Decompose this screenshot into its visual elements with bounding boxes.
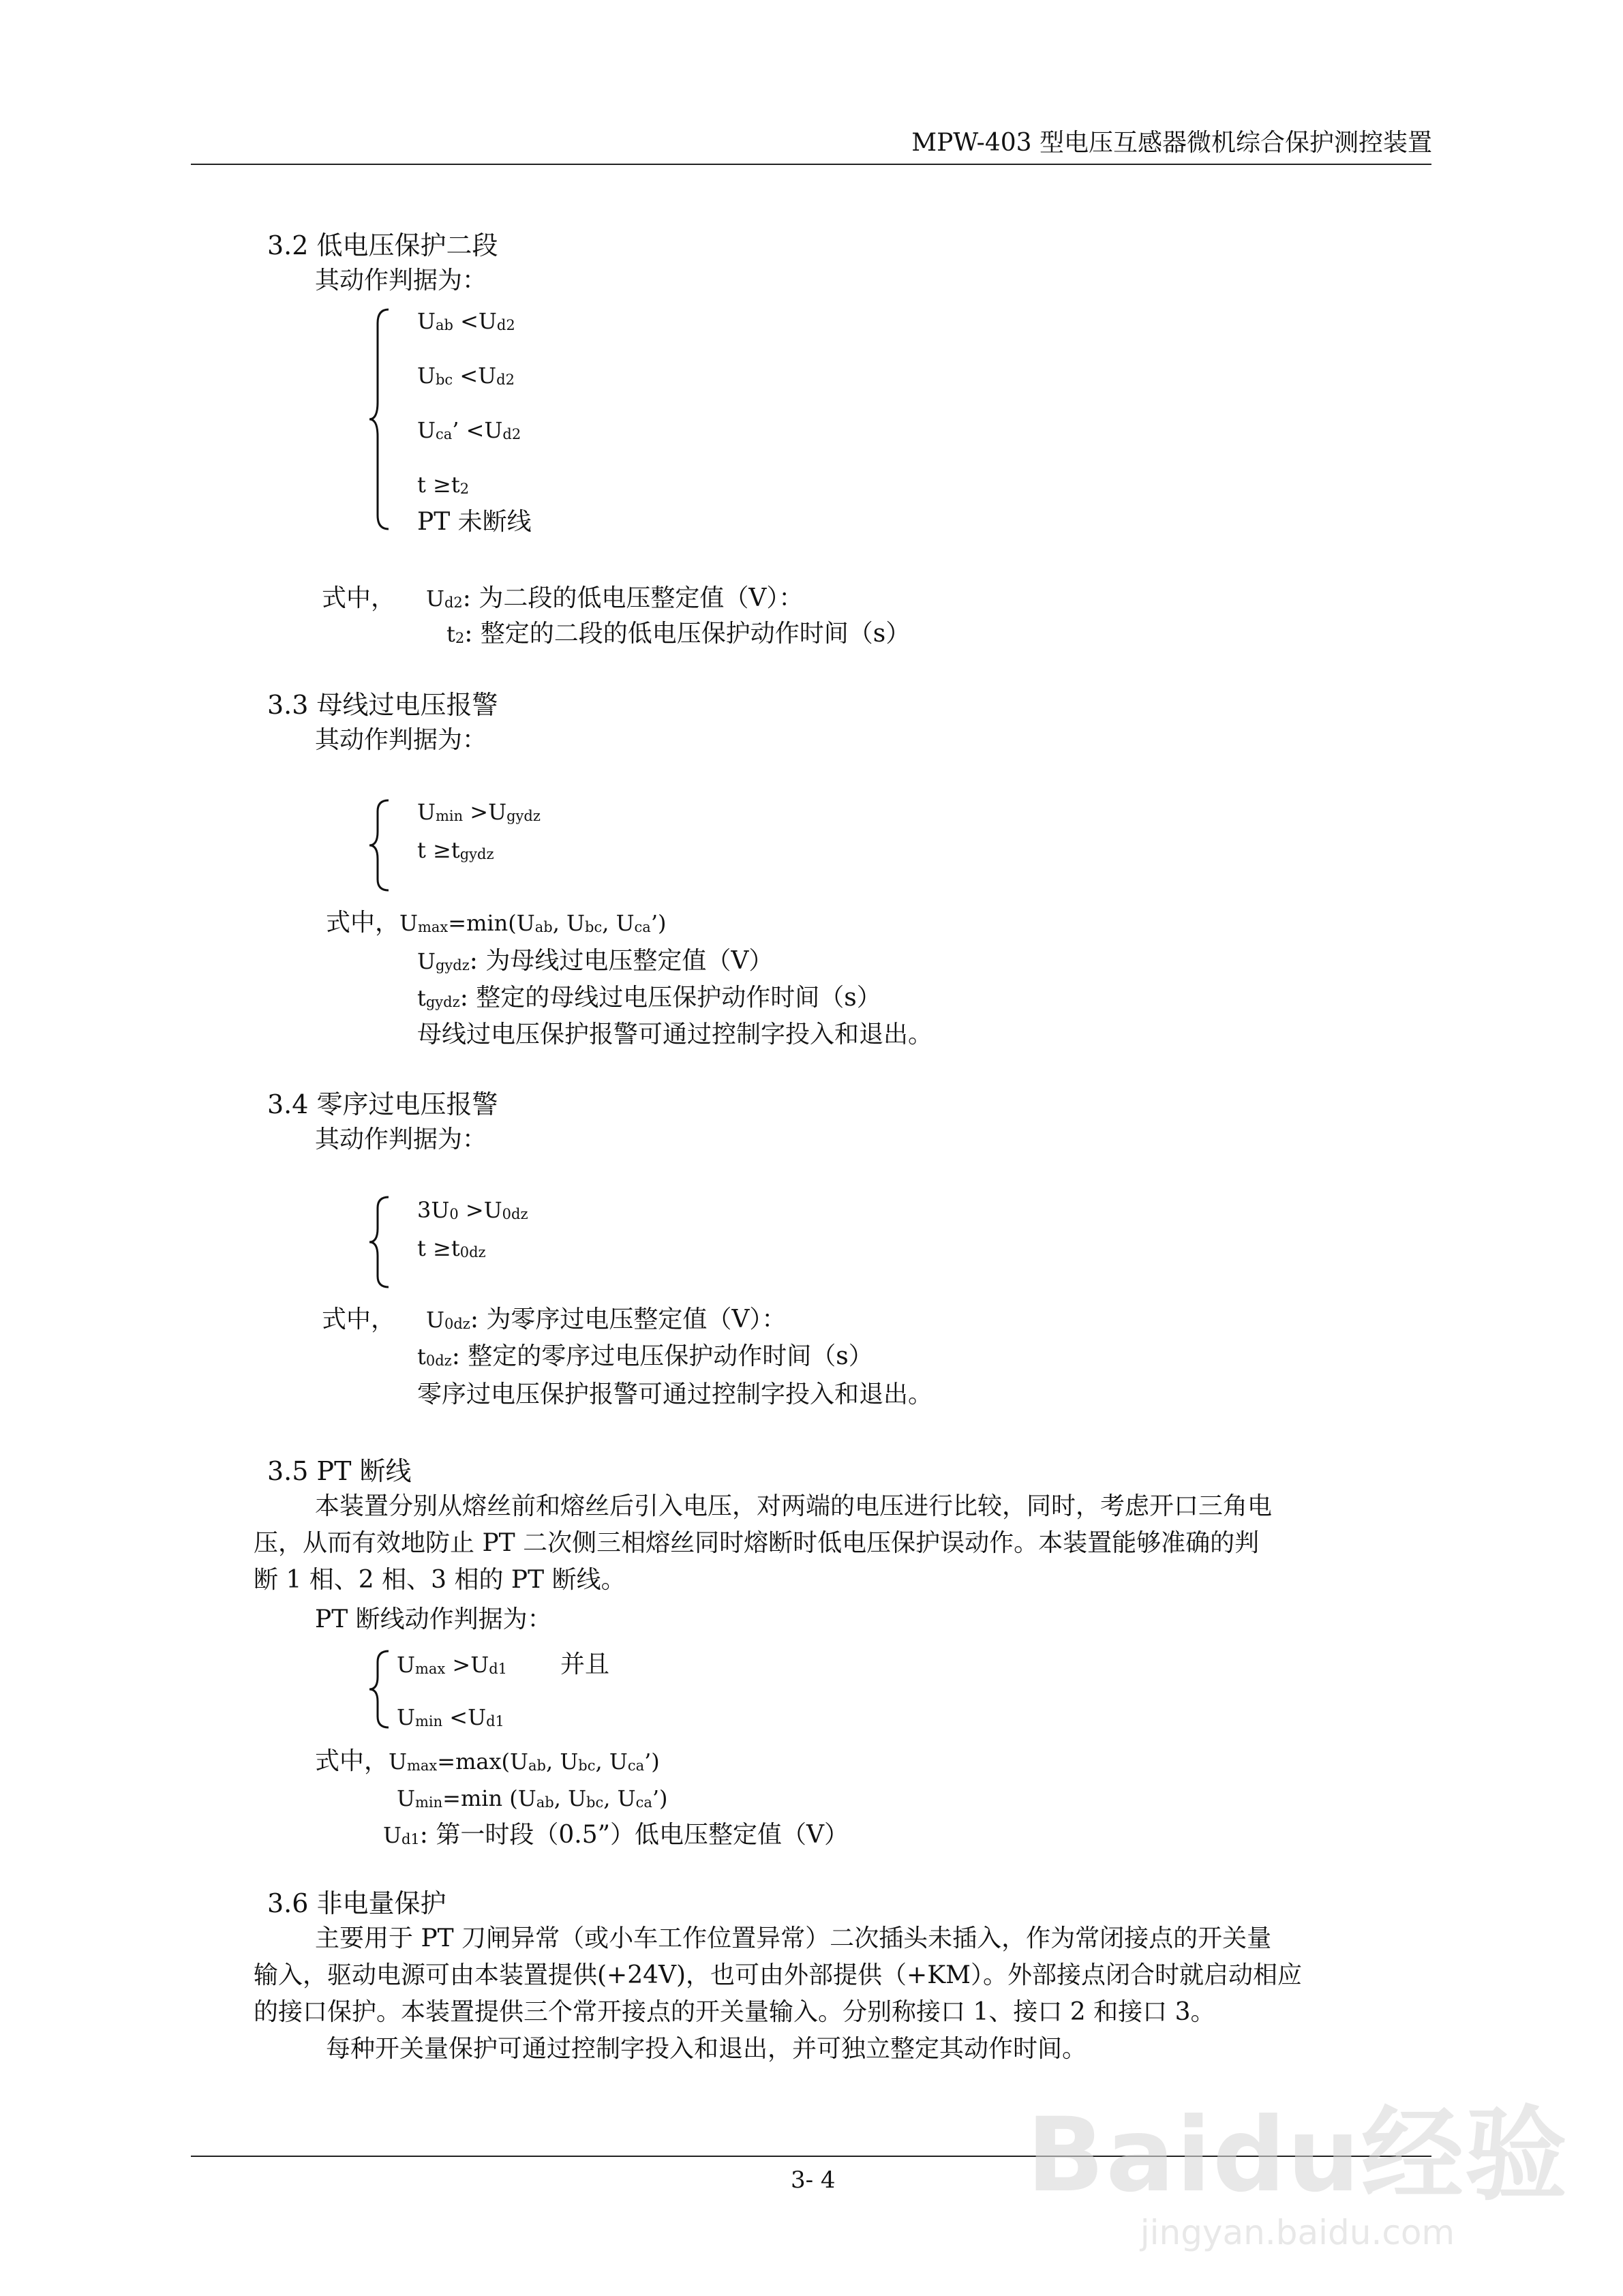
criterion-line: t ≥t0dz bbox=[417, 1235, 486, 1261]
criterion-line: t ≥tgydz bbox=[417, 837, 494, 863]
where-label: 式中， bbox=[322, 584, 396, 612]
criterion-line: Uab <Ud2 bbox=[417, 308, 515, 334]
criteria-brace bbox=[368, 1194, 395, 1290]
section-3-3-intro: 其动作判据为： bbox=[315, 726, 487, 754]
criteria-brace bbox=[368, 798, 395, 893]
section-3-2-heading: 3.2 低电压保护二段 bbox=[267, 230, 498, 260]
page-number: 3- 4 bbox=[791, 2166, 836, 2194]
section-3-2-intro: 其动作判据为： bbox=[315, 267, 487, 294]
definition-line: Ud1: 第一时段（0.5”）低电压整定值（V） bbox=[383, 1821, 849, 1849]
watermark-url: jingyan.baidu.com bbox=[1140, 2213, 1455, 2252]
section-3-5-intro: PT 断线动作判据为： bbox=[315, 1605, 552, 1633]
section-3-5-heading: 3.5 PT 断线 bbox=[267, 1456, 412, 1486]
criterion-line: Umin <Ud1 bbox=[397, 1704, 504, 1730]
criterion-line: PT 未断线 bbox=[417, 508, 532, 536]
definition-line: Ugydz: 为母线过电压整定值（V） bbox=[417, 947, 774, 975]
paragraph-line: 主要用于 PT 刀闸异常（或小车工作位置异常）二次插头未插入，作为常闭接点的开关量 bbox=[315, 1924, 1272, 1952]
baidu-watermark bbox=[1027, 2072, 1568, 2252]
criterion-line: t ≥t2 bbox=[417, 472, 470, 498]
definition-line: tgydz: 整定的母线过电压保护动作时间（s） bbox=[417, 984, 881, 1012]
criteria-brace bbox=[368, 1648, 395, 1730]
paragraph-line: 每种开关量保护可通过控制字投入和退出，并可独立整定其动作时间。 bbox=[326, 2035, 1087, 2063]
definition-line: Ud2: 为二段的低电压整定值（V）： bbox=[426, 584, 804, 612]
paragraph-line: 压，从而有效地防止 PT 二次侧三相熔丝同时熔断时低电压保护误动作。本装置能够准确的判 bbox=[254, 1529, 1260, 1557]
section-3-4-intro: 其动作判据为： bbox=[315, 1126, 487, 1153]
where-line: 式中，Umax=min(Uab, Ubc, Uca’) bbox=[326, 909, 667, 937]
paragraph-line: 本装置分别从熔丝前和熔丝后引入电压，对两端的电压进行比较，同时，考虑开口三角电 bbox=[315, 1492, 1273, 1520]
paragraph-line: 输入，驱动电源可由本装置提供(+24V)，也可由外部提供（+KM）。外部接点闭合时就启动相应 bbox=[254, 1961, 1302, 1989]
section-note: 母线过电压保护报警可通过控制字投入和退出。 bbox=[417, 1021, 933, 1048]
criterion-line: Ubc <Ud2 bbox=[417, 363, 515, 389]
criterion-line: Umin >Ugydz bbox=[417, 799, 541, 825]
criterion-line: Uca’ <Ud2 bbox=[417, 417, 521, 443]
definition-line: U0dz: 为零序过电压整定值（V）： bbox=[426, 1305, 787, 1333]
watermark-logo: Baidu经验 bbox=[1026, 2096, 1568, 2215]
section-3-3-heading: 3.3 母线过电压报警 bbox=[267, 690, 498, 720]
definition-line: t2: 整定的二段的低电压保护动作时间（s） bbox=[446, 620, 911, 648]
criterion-line: Umax >Ud1 并且 bbox=[397, 1650, 610, 1678]
definition-line: t0dz: 整定的零序过电压保护动作时间（s） bbox=[417, 1342, 873, 1370]
definition-line: Umin=min (Uab, Ubc, Uca’) bbox=[397, 1785, 668, 1811]
criterion-line: 3U0 >U0dz bbox=[417, 1197, 528, 1223]
where-label: 式中， bbox=[322, 1305, 396, 1333]
section-note: 零序过电压保护报警可通过控制字投入和退出。 bbox=[417, 1380, 933, 1408]
page-header-title: MPW-403 型电压互感器微机综合保护测控装置 bbox=[911, 129, 1432, 157]
section-3-4-heading: 3.4 零序过电压报警 bbox=[267, 1089, 498, 1119]
paragraph-line: 的接口保护。本装置提供三个常开接点的开关量输入。分别称接口 1、接口 2 和接口 3。 bbox=[254, 1998, 1215, 2026]
criteria-brace bbox=[368, 307, 395, 532]
where-line: 式中，Umax=max(Uab, Ubc, Uca’) bbox=[315, 1747, 660, 1775]
section-3-6-heading: 3.6 非电量保护 bbox=[267, 1888, 446, 1918]
header-rule bbox=[191, 164, 1431, 165]
paragraph-line: 断 1 相、2 相、3 相的 PT 断线。 bbox=[254, 1566, 626, 1594]
